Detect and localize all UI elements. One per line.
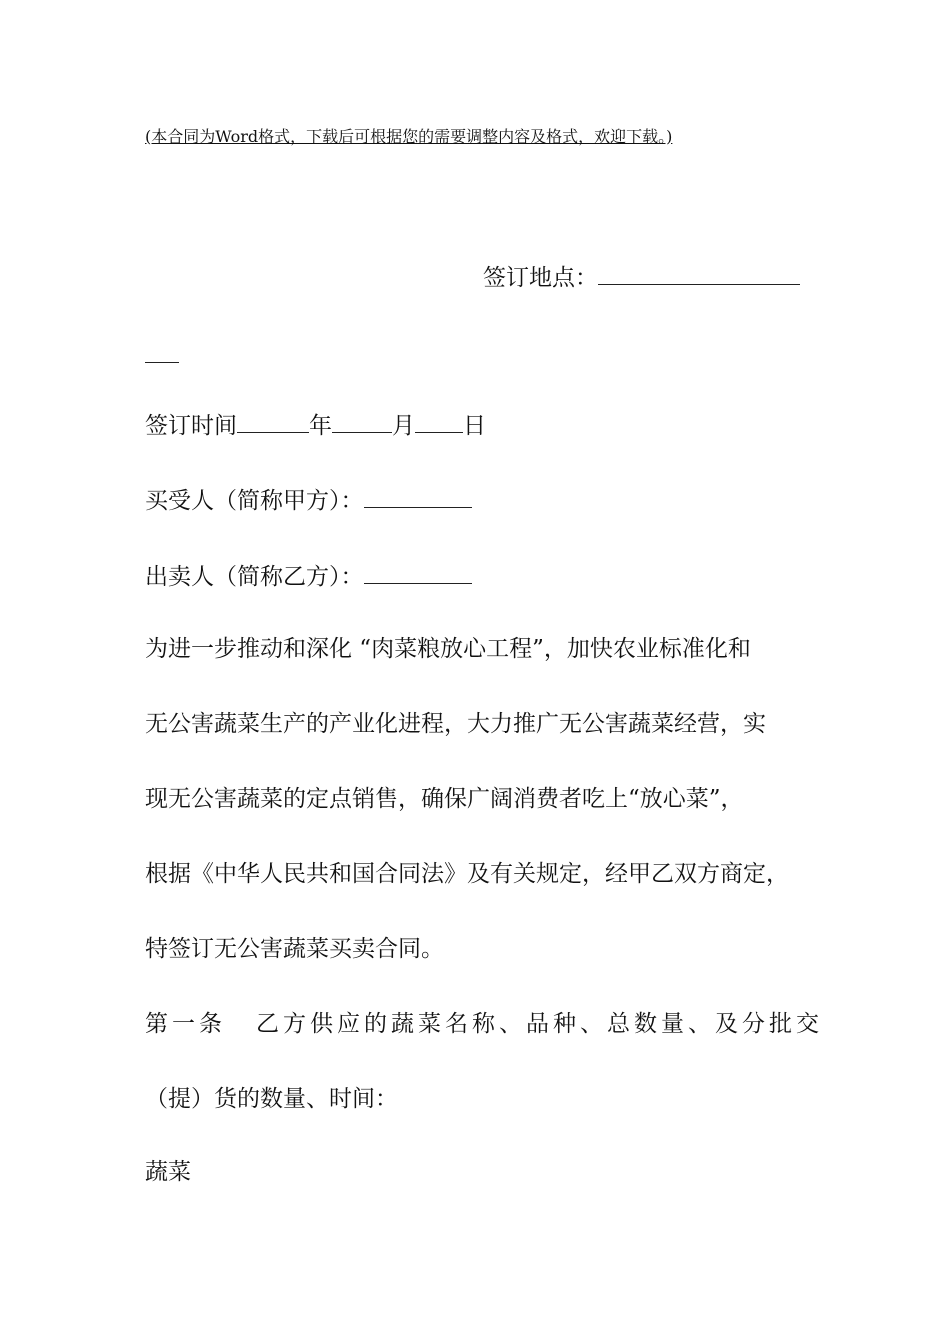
seller-label: 出卖人（简称乙方）： [145, 564, 364, 590]
month-blank [332, 410, 392, 433]
seller-blank [364, 561, 472, 584]
preamble-line: 无公害蔬菜生产的产业化进程，大力推广无公害蔬菜经营，实 [145, 711, 766, 737]
preamble-line: 现无公害蔬菜的定点销售，确保广阔消费者吃上“放心菜”， [145, 786, 744, 812]
sign-place-blank-tail [145, 340, 179, 363]
month-label: 月 [392, 413, 415, 439]
seller-line [145, 561, 472, 592]
vegetable-label: 蔬菜 [145, 1159, 191, 1185]
sign-place-line [483, 262, 800, 293]
buyer-label: 买受人（简称甲方）： [145, 488, 364, 514]
article-1-number: 第一条 [145, 1011, 226, 1037]
sign-place-blank [598, 262, 800, 285]
sign-place-label: 签订地点： [483, 265, 598, 291]
buyer-blank [364, 485, 472, 508]
year-label: 年 [309, 413, 332, 439]
sign-place-blank-continued [145, 340, 179, 371]
article-1-text: 乙方供应的蔬菜名称、品种、总数量、及分批交 [256, 1011, 823, 1037]
preamble-line: 特签订无公害蔬菜买卖合同。 [145, 936, 444, 962]
preamble-line: 根据《中华人民共和国合同法》及有关规定，经甲乙双方商定， [145, 861, 789, 887]
sign-time-line [145, 410, 486, 441]
preamble-line: 为进一步推动和深化 “肉菜粮放心工程”，加快农业标准化和 [145, 636, 751, 662]
day-blank [415, 410, 463, 433]
article-1-line-2: （提）货的数量、时间： [145, 1086, 398, 1112]
year-blank [237, 410, 309, 433]
header-note: (本合同为Word格式，下载后可根据您的需要调整内容及格式，欢迎下载。) [145, 127, 673, 146]
day-label: 日 [463, 413, 486, 439]
article-1-line-1 [145, 1009, 823, 1039]
sign-time-label: 签订时间 [145, 413, 237, 439]
buyer-line [145, 485, 472, 516]
